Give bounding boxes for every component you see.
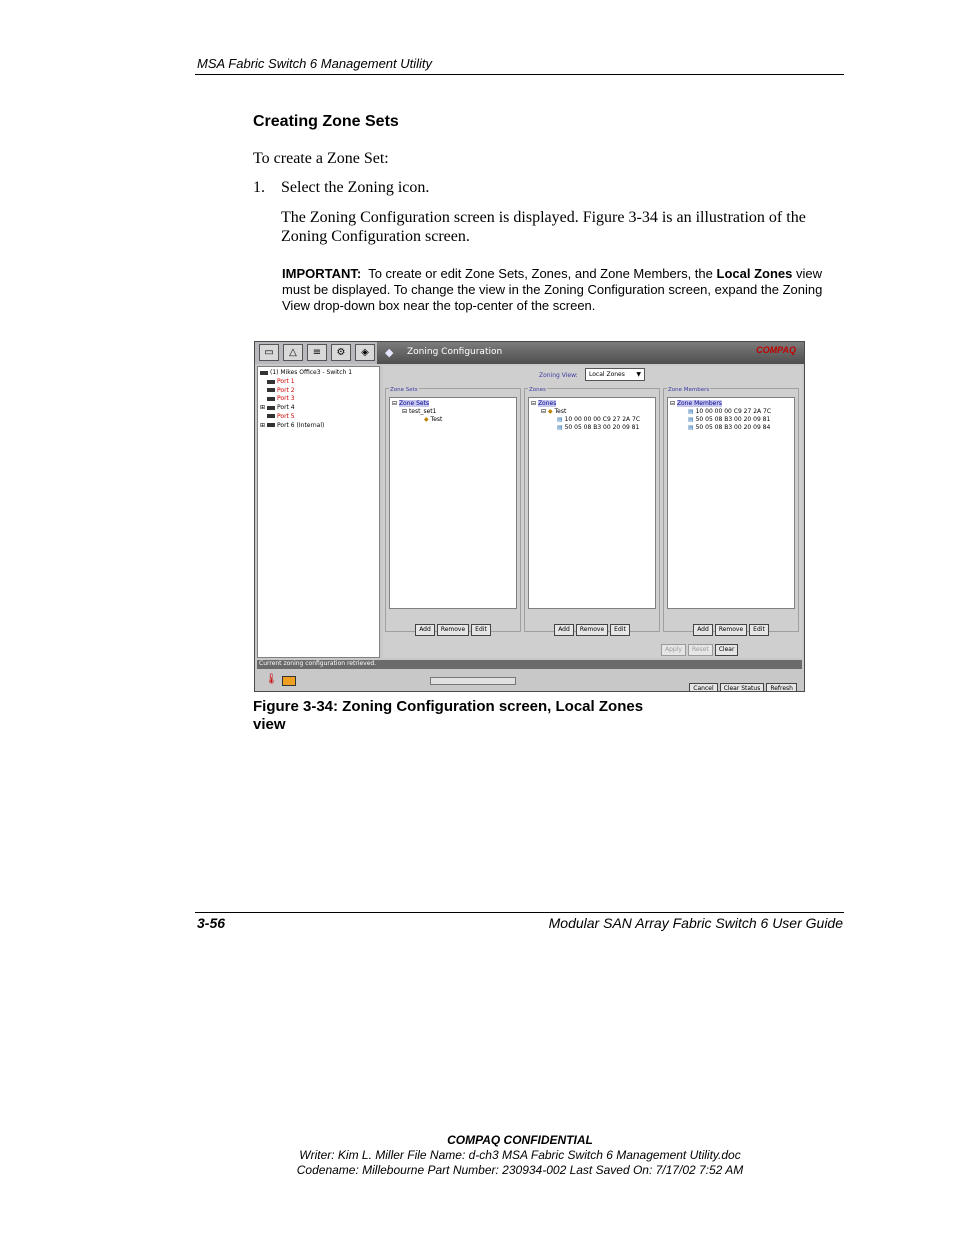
codename-line: Codename: Millebourne Part Number: 230934-002 Last Saved On: 7/17/02 7:52 AM	[296, 1163, 744, 1177]
gear-icon[interactable]: ⚙	[331, 344, 351, 361]
bottom-buttons	[688, 675, 798, 692]
zoning-main-area	[383, 366, 802, 658]
running-header: MSA Fabric Switch 6 Management Utility	[197, 56, 433, 71]
list-item[interactable]: ▤ 50 05 08 B3 00 20 09 81	[688, 416, 771, 423]
port-icon	[267, 423, 275, 427]
list-item[interactable]: ▤ 10 00 00 00 C9 27 2A 7C	[557, 416, 641, 423]
add-zone-set-button[interactable]: Add	[415, 624, 435, 636]
intro-paragraph: To create a Zone Set:	[253, 150, 389, 167]
tree-port-item[interactable]	[260, 422, 324, 429]
zone-members-list[interactable]	[667, 397, 795, 609]
zone-members-title: Zone Members	[668, 387, 710, 393]
action-buttons	[660, 636, 739, 656]
tree-port-item[interactable]	[260, 404, 295, 411]
toolbar	[255, 342, 804, 364]
zones-list[interactable]	[528, 397, 656, 609]
step-text: Select the Zoning icon.	[281, 179, 430, 196]
zoning-configuration-screenshot	[254, 341, 805, 692]
list-item[interactable]: ▤ 50 05 08 B3 00 20 09 84	[688, 424, 771, 431]
step-description: The Zoning Configuration screen is displayed. Figure 3-34 is an illustration of the Zoning Configuration screen.	[281, 209, 806, 245]
list-item[interactable]: ▤ 50 05 08 B3 00 20 09 81	[557, 424, 640, 431]
port-label: Port 4	[277, 404, 295, 412]
header-rule	[195, 74, 844, 75]
zones-title: Zones	[529, 387, 546, 393]
chevron-down-icon: ▼	[636, 371, 641, 378]
port-label: Port 1	[277, 378, 295, 385]
window-title-bar	[377, 342, 804, 364]
zone-icon: ◆	[547, 408, 553, 415]
list-item[interactable]: ▤ 10 00 00 00 C9 27 2A 7C	[688, 408, 772, 415]
member-icon: ▤	[688, 408, 694, 415]
list-item[interactable]: ⊟ ◆ Test	[541, 408, 567, 415]
zones-panel	[524, 388, 660, 632]
switch-tree[interactable]	[257, 366, 380, 658]
port-label: Port 3	[277, 395, 295, 403]
important-label: IMPORTANT:	[282, 266, 362, 281]
alarm-icon	[282, 676, 296, 686]
switch-view-icon[interactable]: ▭	[259, 344, 279, 361]
zoning-view-dropdown[interactable]	[585, 368, 645, 381]
zone-sets-list[interactable]	[389, 397, 517, 609]
window-title: Zoning Configuration	[407, 347, 503, 357]
cancel-button[interactable]: Cancel	[689, 683, 717, 692]
database-icon[interactable]: ≡	[307, 344, 327, 361]
important-text-before: To create or edit Zone Sets, Zones, and Zone Members, the	[368, 266, 713, 281]
switch-icon	[260, 371, 268, 375]
confidential-block	[0, 1133, 954, 1178]
expand-icon[interactable]: ⊞	[260, 404, 266, 412]
remove-zone-button[interactable]: Remove	[576, 624, 608, 636]
list-item[interactable]: ⊟ Zone Sets	[392, 400, 430, 407]
footer-rule	[195, 912, 844, 913]
reset-button[interactable]: Reset	[688, 644, 713, 656]
remove-member-button[interactable]: Remove	[715, 624, 747, 636]
port-label: Port 6 (Internal)	[277, 421, 325, 429]
zone-sets-buttons	[386, 616, 520, 636]
footer-title: Modular SAN Array Fabric Switch 6 User Guide	[548, 915, 843, 931]
refresh-button[interactable]: Refresh	[766, 683, 797, 692]
status-bar	[257, 660, 802, 669]
compaq-logo: COMPAQ	[756, 345, 796, 355]
tree-port-item[interactable]	[260, 378, 295, 385]
list-item[interactable]: ⊟ test_set1	[402, 408, 437, 415]
zoning-view-value: Local Zones	[589, 371, 625, 378]
thermometer-icon: 🌡	[265, 674, 278, 685]
zoning-title-icon: ◆	[385, 346, 394, 359]
port-icon	[267, 406, 275, 410]
member-icon: ▤	[688, 416, 694, 423]
page-number: 3-56	[197, 915, 226, 931]
tree-port-item[interactable]	[260, 395, 295, 402]
section-heading: Creating Zone Sets	[253, 113, 399, 130]
edit-member-button[interactable]: Edit	[749, 624, 769, 636]
zones-buttons	[525, 616, 659, 636]
zoning-icon[interactable]: ◈	[355, 344, 375, 361]
port-icon	[267, 414, 275, 418]
tree-port-item[interactable]	[260, 413, 295, 420]
tree-root[interactable]: (1) Mikes Office3 - Switch 1	[260, 369, 352, 376]
add-member-button[interactable]: Add	[693, 624, 713, 636]
tree-port-item[interactable]	[260, 387, 295, 394]
expand-icon[interactable]: ⊞	[260, 421, 266, 429]
important-text-after: view must be displayed. To change the view in the Zoning Configuration screen, expand the Zoning View drop-down box near the top-center of the screen.	[282, 266, 823, 313]
clear-button[interactable]: Clear	[715, 644, 739, 656]
zone-icon: ◆	[424, 416, 429, 423]
member-icon: ▤	[557, 424, 563, 431]
list-item[interactable]: ◆ Test	[424, 416, 443, 423]
zoning-view-label: Zoning View:	[539, 372, 578, 379]
status-text: Current zoning configuration retrieved.	[259, 660, 377, 667]
port-icon	[267, 388, 275, 392]
zone-sets-title: Zone Sets	[390, 387, 418, 393]
port-label: Port 5	[277, 412, 295, 420]
port-label: Port 2	[277, 386, 295, 394]
apply-button[interactable]: Apply	[661, 644, 686, 656]
zone-members-buttons	[664, 616, 798, 636]
edit-zone-set-button[interactable]: Edit	[471, 624, 491, 636]
confidential-label: COMPAQ CONFIDENTIAL	[447, 1133, 593, 1147]
list-item[interactable]: ⊟ Zone Members	[670, 400, 722, 407]
writer-line: Writer: Kim L. Miller File Name: d-ch3 MSA Fabric Switch 6 Management Utility.doc	[299, 1148, 741, 1162]
zone-sets-panel	[385, 388, 521, 632]
member-icon: ▤	[688, 424, 694, 431]
port-icon	[267, 380, 275, 384]
step-number: 1.	[253, 179, 265, 196]
figure-caption: Figure 3-34: Zoning Configuration screen, Local Zones view	[253, 698, 644, 733]
important-note	[282, 266, 844, 314]
clear-status-button[interactable]: Clear Status	[720, 683, 765, 692]
port-icon	[267, 397, 275, 401]
list-item[interactable]: ⊟ Zones	[531, 400, 557, 407]
member-icon: ▤	[557, 416, 563, 423]
progress-bar	[430, 677, 516, 685]
fabric-icon[interactable]: △	[283, 344, 303, 361]
bottom-bar	[257, 671, 802, 690]
zone-members-panel	[663, 388, 799, 632]
important-bold-term: Local Zones	[716, 266, 793, 281]
add-zone-button[interactable]: Add	[554, 624, 574, 636]
edit-zone-button[interactable]: Edit	[610, 624, 630, 636]
remove-zone-set-button[interactable]: Remove	[437, 624, 469, 636]
